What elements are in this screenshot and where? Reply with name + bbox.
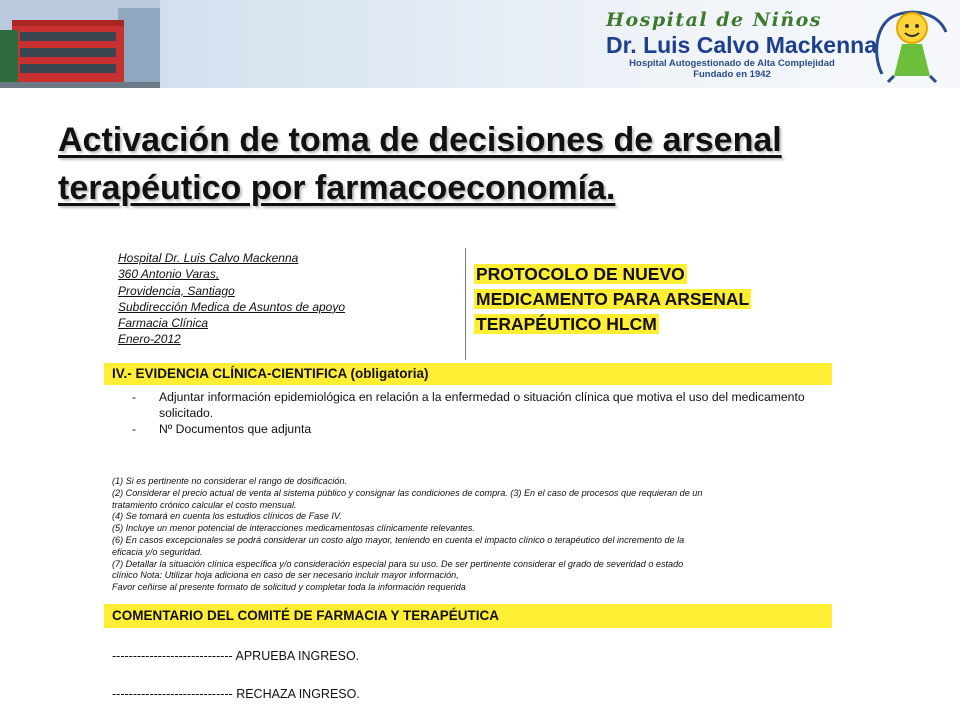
header-banner — [0, 0, 960, 88]
footnote-line: clínico Nota: Utilizar hoja adiciona en caso de ser necesario incluir mayor información, — [112, 570, 459, 581]
address-line: Subdirección Medica de Asuntos de apoyo — [118, 299, 346, 314]
slide-title-line2: terapéutico por farmacoeconomía. — [58, 169, 616, 207]
slide-title — [58, 116, 918, 212]
evidence-bullet-list — [132, 389, 822, 437]
approve-option: ----------------------------- APRUEBA INGRESO. — [112, 649, 360, 663]
bullet-text: Adjuntar información epidemiológica en relación a la enfermedad o situación clínica que motiva el uso del medicamento solicitado. — [159, 390, 805, 420]
header-divider — [465, 248, 466, 360]
footnote-line: Favor ceñirse al presente formato de solicitud y completar toda la información requerida — [112, 582, 466, 593]
footnote-line: (5) Incluye un menor potencial de interacciones medicamentosas clínicamente relevantes. — [112, 523, 475, 534]
committee-comment-header: COMENTARIO DEL COMITÉ DE FARMACIA Y TERAPÉUTICA — [104, 604, 832, 628]
hospital-building-photo — [0, 0, 160, 88]
hospital-logo-text — [606, 9, 877, 80]
protocol-title-line: PROTOCOLO DE NUEVO — [476, 264, 685, 284]
footnote-line: (2) Considerar el precio actual de venta al sistema público y consignar las condiciones de compra. (3) En el caso de procesos que requieran de un — [112, 487, 703, 498]
bullet-dash: - — [132, 390, 137, 404]
footnote-line: (1) Si es pertinente no considerar el rango de dosificación. — [112, 476, 348, 486]
footnote-line: (7) Detallar la situación clínica específica y/o consideración especial para su uso. De ser pertinente considerar el grado de severidad o estado — [112, 558, 684, 569]
section-iv-header: IV.- EVIDENCIA CLÍNICA-CIENTIFICA (obligatoria) — [104, 363, 832, 385]
address-line: Farmacia Clínica — [118, 316, 209, 331]
bullet-dash: - — [132, 422, 137, 436]
address-line: Hospital Dr. Luis Calvo Mackenna — [118, 251, 299, 265]
list-item — [132, 389, 822, 421]
protocol-title-line: TERAPÉUTICO HLCM — [476, 314, 657, 334]
protocol-title-line: MEDICAMENTO PARA ARSENAL — [476, 289, 750, 309]
hospital-address-block — [118, 250, 345, 348]
footnote-line: (6) En casos excepcionales se podrá considerar un costo algo mayor, teniendo en cuenta el impacto clínico o terapéutico del incremento de la — [112, 534, 685, 545]
address-line: Enero-2012 — [118, 332, 181, 347]
address-line: 360 Antonio Varas, — [118, 267, 220, 282]
footnotes-block — [112, 476, 830, 594]
footnote-line: (4) Se tomará en cuenta los estudios clínicos de Fase IV. — [112, 511, 342, 522]
logo-script: Hospital de Niños — [606, 9, 823, 31]
slide-title-line1: Activación de toma de decisiones de arsenal — [58, 121, 782, 159]
address-line: Providencia, Santiago — [118, 283, 235, 298]
list-item — [132, 421, 822, 437]
reject-option: ----------------------------- RECHAZA INGRESO. — [112, 687, 360, 701]
footnote-line: eficacia y/o seguridad. — [112, 546, 203, 557]
bullet-text: Nº Documentos que adjunta — [159, 422, 312, 436]
logo-hospital-name: Dr. Luis Calvo Mackenna — [606, 32, 877, 58]
protocol-document — [104, 240, 832, 720]
footnote-line: tratamiento crónico calcular el costo mensual. — [112, 499, 297, 510]
child-mascot-icon — [868, 4, 952, 84]
logo-founded: Fundado en 1942 — [693, 69, 771, 80]
logo-subtitle: Hospital Autogestionado de Alta Complejidad — [629, 58, 835, 69]
protocol-title — [474, 262, 751, 337]
